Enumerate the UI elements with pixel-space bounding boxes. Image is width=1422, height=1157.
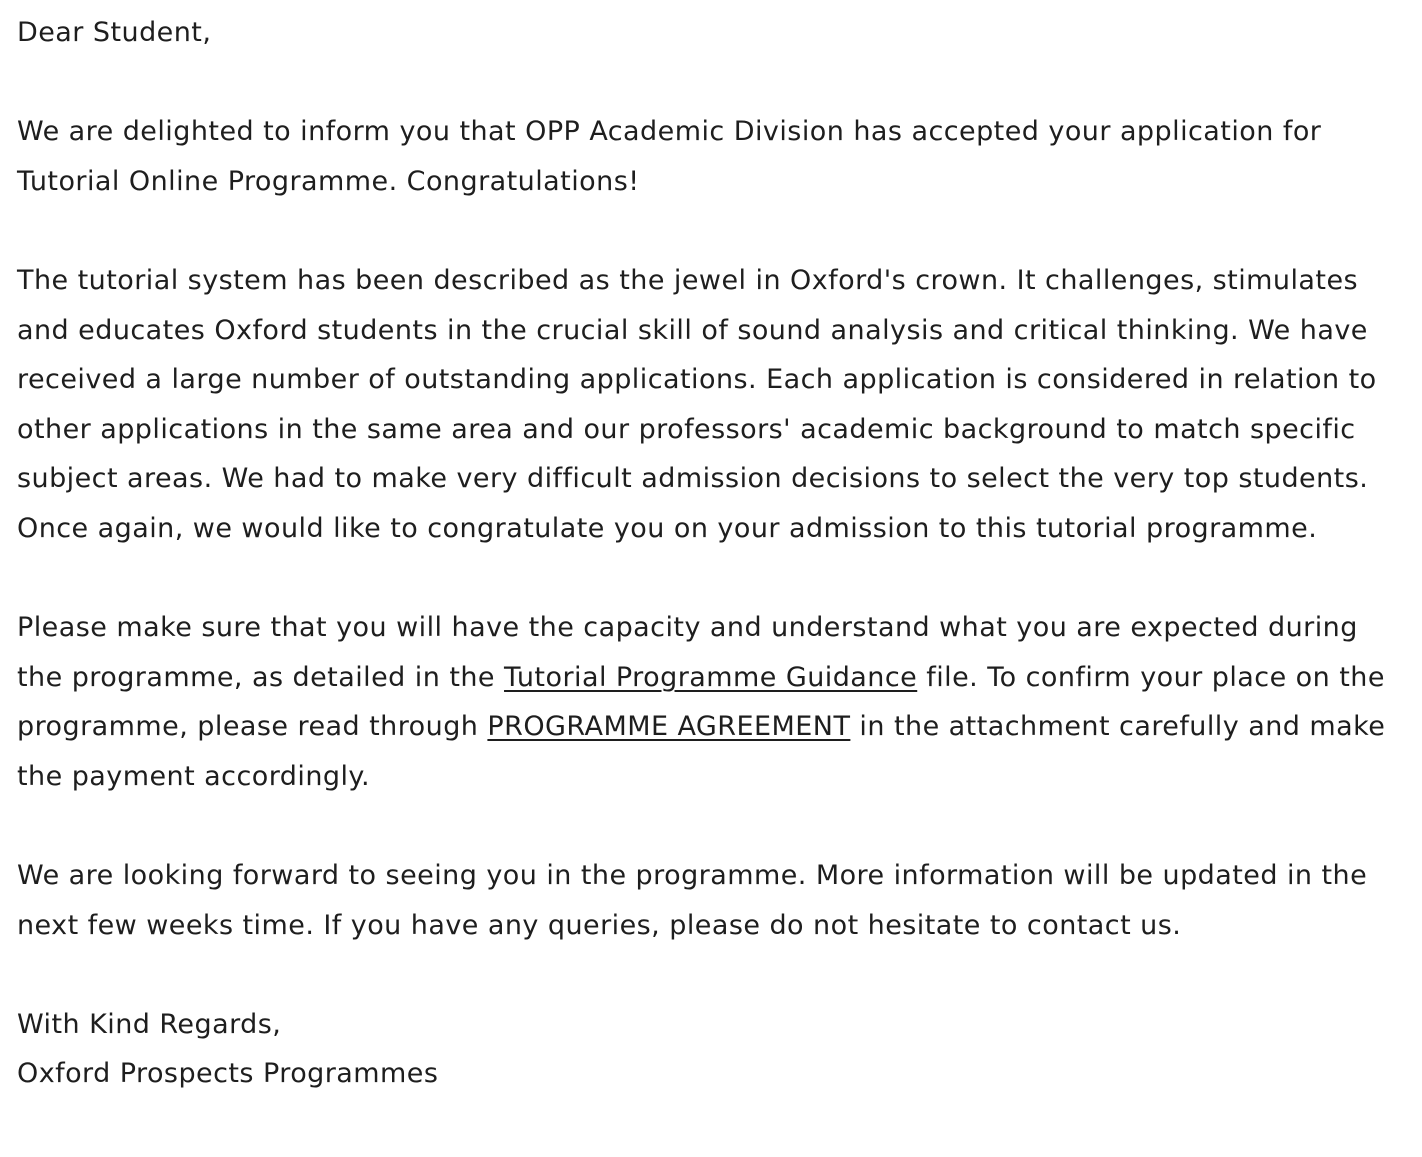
sender-name: Oxford Prospects Programmes	[17, 1058, 439, 1090]
tutorial-programme-guidance-link[interactable]: Tutorial Programme Guidance	[504, 661, 918, 693]
paragraph-spacer	[17, 206, 1412, 256]
signoff: With Kind Regards,	[17, 1008, 282, 1040]
instructions-paragraph	[17, 603, 1387, 801]
instructions-text-3: in the attachment carefully and make the payment accordingly.	[17, 711, 1386, 792]
instructions-text-2: file. To confirm your place on the programme, please read through	[17, 661, 1385, 743]
paragraph-spacer	[17, 554, 1412, 604]
paragraph-spacer	[17, 802, 1412, 852]
acceptance-paragraph: We are delighted to inform you that OPP Academic Division has accepted your application for Tutorial Online Programme. Congratulations!	[17, 116, 1322, 197]
paragraph-spacer	[17, 950, 1412, 1000]
closing-paragraph: We are looking forward to seeing you in the programme. More information will be updated in the next few weeks time. If you have any queries, please do not hesitate to contact us.	[17, 860, 1368, 941]
programme-agreement-link[interactable]: PROGRAMME AGREEMENT	[487, 711, 851, 743]
greeting: Dear Student,	[17, 17, 212, 48]
paragraph-spacer	[17, 58, 1412, 108]
description-paragraph: The tutorial system has been described as the jewel in Oxford's crown. It challenges, stimulates and educates Oxford students in the crucial skill of sound analysis and critical thinking. We have received a large number of outstanding applications. Each application is considered in relation to other applications in the same area and our professors' academic background to match specific subject areas. We had to make very difficult admission decisions to select the very top students. Once again, we would like to congratulate you on your admission to this tutorial programme.	[17, 264, 1377, 544]
instructions-text-1: Please make sure that you will have the capacity and understand what you are expected during the programme, as detailed in the	[17, 612, 1358, 693]
